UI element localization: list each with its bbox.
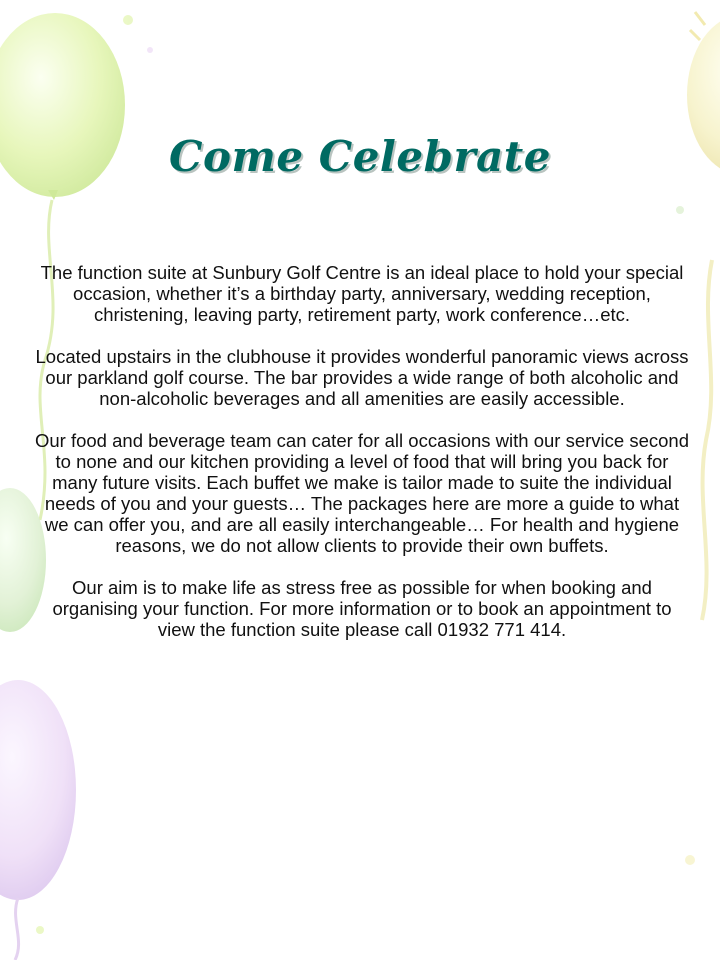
streamer-right [702,260,712,620]
paragraph-contact: Our aim is to make life as stress free as possible for when booking and organising your function. For more information or to book an appointment to view the function suite please call 01932 771 414. [52,577,672,640]
body-text [32,262,692,661]
paragraph-food-beverage: Our food and beverage team can cater for all occasions with our service second to none and our kitchen providing a level of food that will bring you back for many future visits. Each buffet we make is tailor made to suite the individual needs of you and your guests… The packages here are more a guide to what we can offer you, and are all easily interchangeable… For health and hygiene reasons, we do not allow clients to provide their own buffets. [34,430,689,556]
paragraph-intro: The function suite at Sunbury Golf Centre is an ideal place to hold your special occasion, whether it’s a birthday party, anniversary, wedding reception, christening, leaving party, retirement party, work conference…etc. [40,262,684,325]
paragraph-location: Located upstairs in the clubhouse it provides wonderful panoramic views across our parkland golf course. The bar provides a wide range of both alcoholic and non-alcoholic beverages and all amenities are easily accessible. [35,346,689,409]
page-title: Come Celebrate [169,132,551,181]
balloon-left-purple [0,680,76,960]
